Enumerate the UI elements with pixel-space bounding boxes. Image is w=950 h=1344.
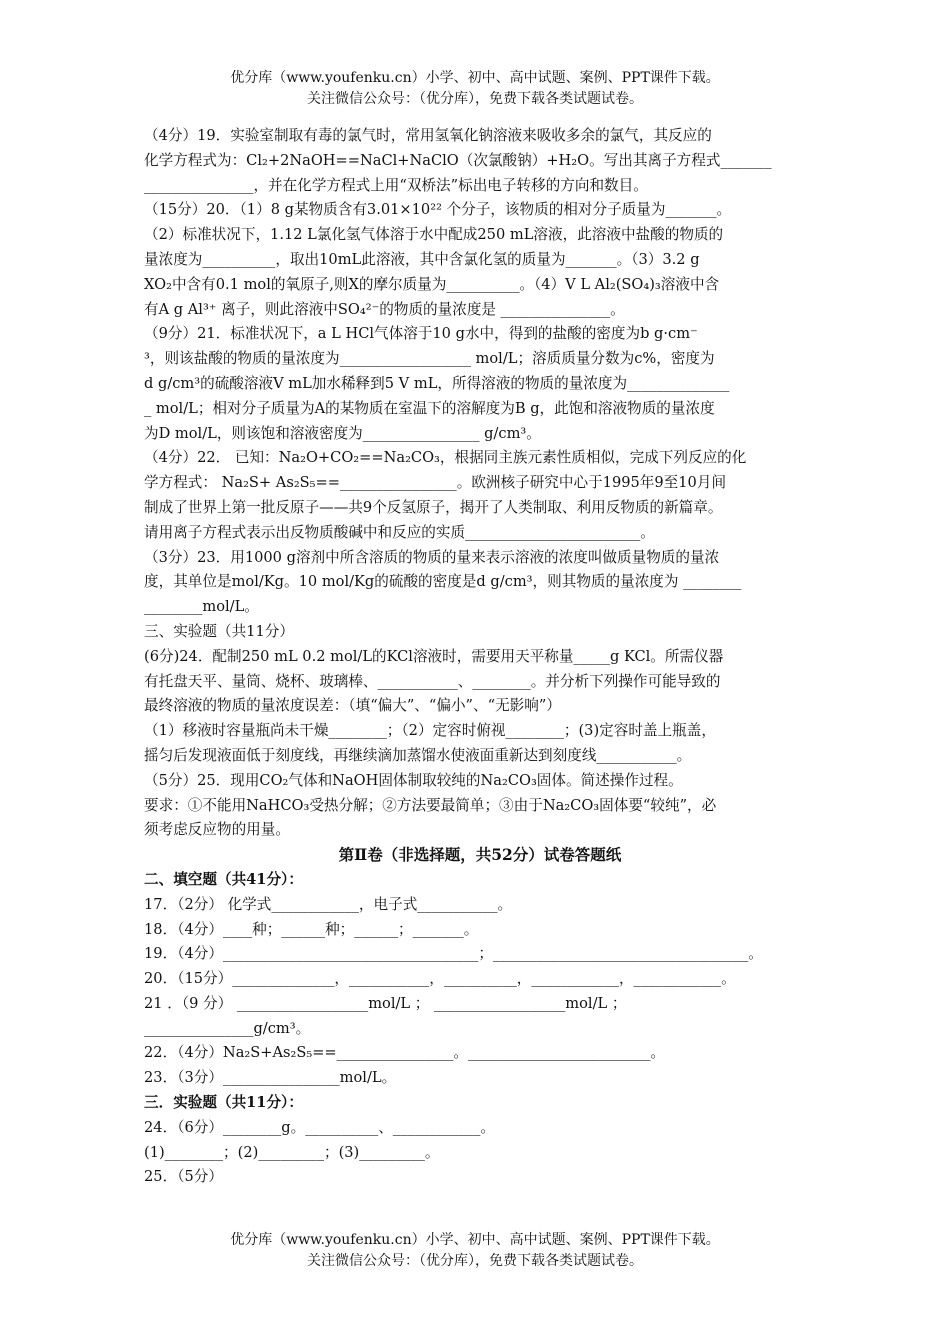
answer-line: 20．（15分）______________，___________，__________，____________，____________。 [144,970,736,988]
q23-line: ________mol/L。 [144,598,259,616]
q25-line: 须考虑反应物的用量。 [144,821,290,839]
q23-line: 度，其单位是mol/Kg。10 mol/Kg的硫酸的密度是d g/cm³，则其物质的量浓度为 ________ [144,573,742,591]
q23-line: （3分）23．用1000 g溶剂中所含溶质的物质的量来表示溶液的浓度叫做质量物质的量浓 [144,548,720,566]
q20-line: 量浓度为__________，取出10mL此溶液，其中含氯化氢的质量为_______。（3）3.2 g [144,250,700,268]
answer-line: 23．（3分）________________mol/L。 [144,1069,397,1087]
question-20 [144,198,816,322]
q22-line: 请用离子方程式表示出反物质酸碱中和反应的实质________________________。 [144,523,655,541]
q24-line: 摇匀后发现液面低于刻度线，再继续滴加蒸馏水使液面重新达到刻度线___________。 [144,746,692,764]
q20-line: XO₂中含有0.1 mol的氧原子,则X的摩尔质量为__________。（4）V L Al₂(SO₄)₃溶液中含 [144,275,720,293]
question-24 [144,645,816,769]
question-19 [144,124,816,198]
q24-line: (6分)24．配制250 mL 0.2 mol/L的KCl溶液时，需要用天平称量_____g KCl。所需仪器 [144,647,724,665]
q24-line: 有托盘天平、量筒、烧杯、玻璃棒、___________、________。并分析下列操作可能导致的 [144,672,721,690]
q19-line: _______________，并在化学方程式上用“双桥法”标出电子转移的方向和数目。 [144,176,648,194]
q21-line: 为D mol/L，则该饱和溶液密度为________________ g/cm³。 [144,424,541,442]
question-23 [144,546,816,620]
question-22 [144,446,816,545]
answer-section-experiment: 三．实验题（共11分）： [144,1094,303,1112]
q19-line: 化学方程式为：Cl₂+2NaOH==NaCl+NaClO（次氯酸钠）+H₂O。写出其离子方程式_______ [144,151,772,169]
footer-line-2: 关注微信公众号：（优分库），免费下载各类试题试卷。 [307,1253,643,1269]
q19-line: （4分）19．实验室制取有毒的氯气时，常用氢氧化钠溶液来吸收多余的氯气，其反应的 [144,127,712,144]
answer-line: 22．（4分）Na₂S+As₂S₅==________________。_________________________。 [144,1044,666,1062]
q25-line: （5分）25．现用CO₂气体和NaOH固体制取较纯的Na₂CO₃固体。简述操作过程。 [144,771,683,789]
q24-line: 最终溶液的物质的量浓度误差：（填“偏大”、“偏小”、“无影响”） [144,697,561,715]
answer-line: 25．（5分） [144,1168,223,1186]
page-footer [0,1230,950,1272]
q22-line: 学方程式： Na₂S+ As₂S₅==________________。欧洲核子研究中心于1995年9至10月间 [144,474,727,492]
q21-line: ³，则该盐酸的物质的量浓度为__________________ mol/L；溶质质量分数为c%，密度为 [144,350,715,368]
q21-line: （9分）21．标准状况下，a L HCl气体溶于10 g水中，得到的盐酸的密度为b g·cm⁻ [144,325,698,343]
q22-line: 制成了世界上第一批反原子——共9个反氢原子，揭开了人类制取、利用反物质的新篇章。 [144,498,723,516]
answer-line: 19．（4分）___________________________________；___________________________________。 [144,945,763,963]
q20-line: （15分）20．（1）8 g某物质含有3.01×10²² 个分子，该物质的相对分子质量为_______。 [144,201,732,219]
answer-line: 21 ．（9 分） __________________mol/L ； __________________mol/L ； [144,994,627,1012]
q20-line: 有A g Al³⁺ 离子，则此溶液中SO₄²⁻的物质的量浓度是 _______________。 [144,300,625,318]
page-header [0,68,950,110]
footer-line-1: 优分库（www.youfenku.cn）小学、初中、高中试题、案例、PPT课件下载。 [230,1232,720,1248]
section-heading-experiment: 三、实验题（共11分） [144,622,294,640]
exam-content [144,124,816,1190]
answer-line: 24．（6分）________g。__________、____________。 [144,1118,495,1136]
answer-sheet-title: 第Ⅱ卷（非选择题，共52分）试卷答题纸 [338,845,622,865]
answer-sheet [144,843,816,1190]
answer-line: (1)________；(2)_________；(3)_________。 [144,1143,440,1161]
header-line-2: 关注微信公众号：（优分库），免费下载各类试题试卷。 [307,91,643,107]
answer-line: 18．（4分）____种；______种；______；_______。 [144,920,479,938]
q25-line: 要求：①不能用NaHCO₃受热分解；②方法要最简单；③由于Na₂CO₃固体要“较纯”，必 [144,796,717,814]
q24-line: （1）移液时容量瓶尚未干燥________；（2）定容时俯视________；(3)定容时盖上瓶盖， [144,722,716,740]
q21-line: d g/cm³的硫酸溶液V mL加水稀释到5 V mL，所得溶液的物质的量浓度为______________ [144,374,730,392]
question-21 [144,322,816,446]
answer-line: 17．（2分） 化学式____________，电子式___________。 [144,895,513,913]
question-25 [144,769,816,843]
header-line-1: 优分库（www.youfenku.cn）小学、初中、高中试题、案例、PPT课件下载。 [230,70,720,86]
q20-line: （2）标准状况下，1.12 L氯化氢气体溶于水中配成250 mL溶液，此溶液中盐酸的物质的 [144,226,724,244]
q21-line: _ mol/L；相对分子质量为A的某物质在室温下的溶解度为B g，此饱和溶液物质的量浓度 [144,399,715,417]
q22-line: （4分）22． 已知：Na₂O+CO₂==Na₂CO₃，根据同主族元素性质相似，完成下列反应的化 [144,449,747,467]
answer-line: _______________g/cm³。 [144,1019,311,1037]
answer-section-fill: 二、填空题（共41分）： [144,870,303,888]
